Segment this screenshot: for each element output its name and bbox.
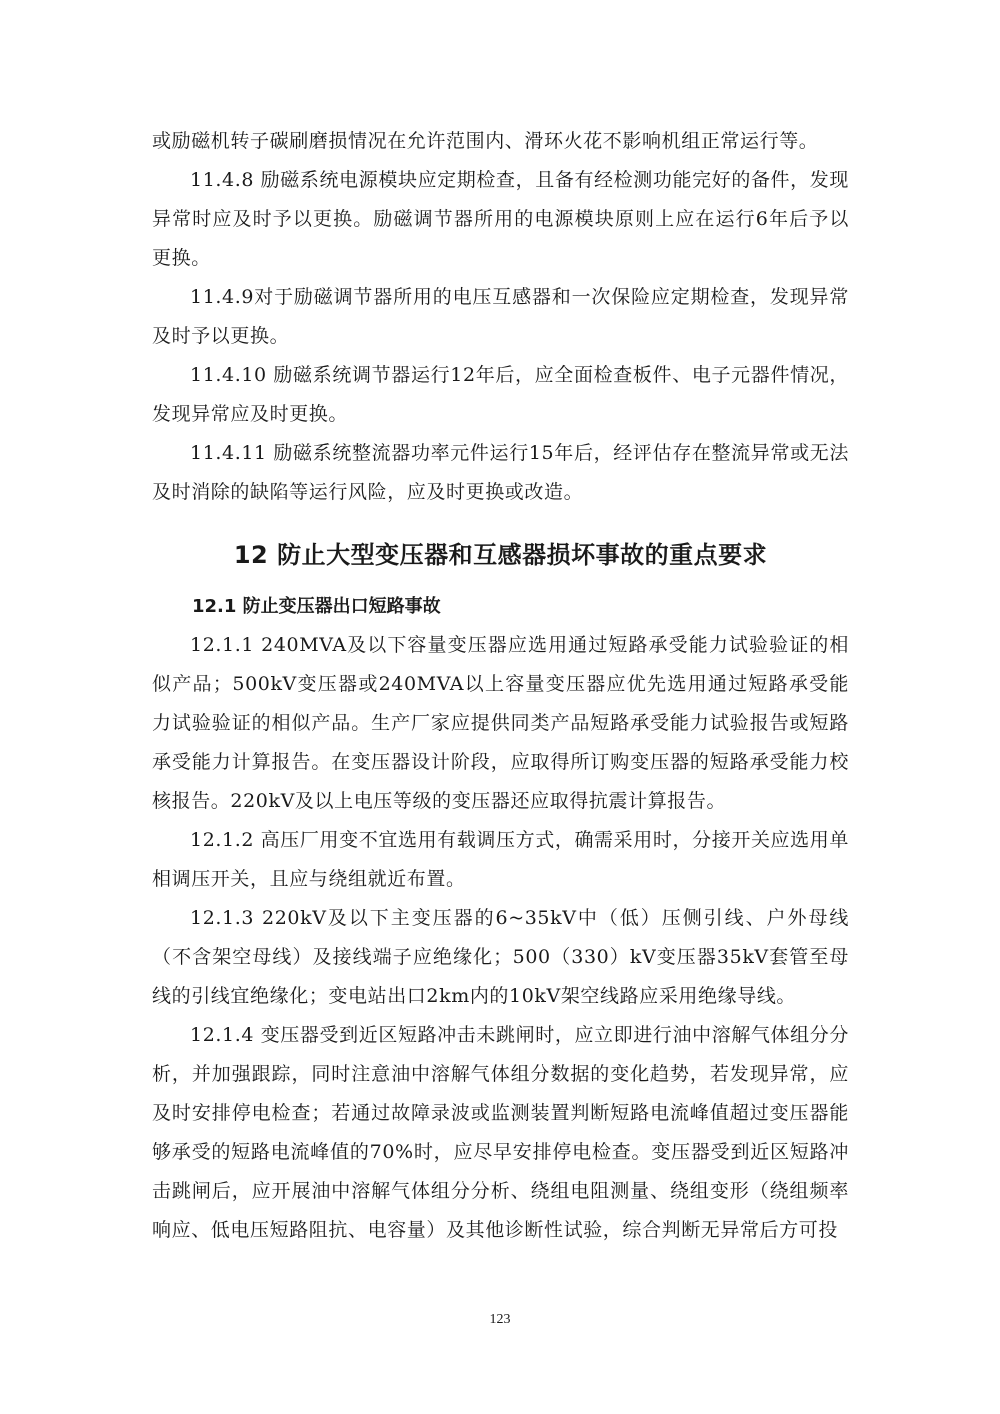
paragraph-continuation: 或励磁机转子碳刷磨损情况在允许范围内、滑环火花不影响机组正常运行等。 [152, 130, 819, 152]
paragraph-12-1-2: 12.1.2 高压厂用变不宜选用有载调压方式，确需采用时，分接开关应选用单相调压开关，且应与绕组就近布置。 [152, 829, 849, 890]
page-content [152, 122, 849, 1250]
chapter-heading: 12 防止大型变压器和互感器损坏事故的重点要求 [233, 541, 768, 569]
page-number: 123 [489, 1312, 511, 1327]
section-heading: 12.1 防止变压器出口短路事故 [192, 596, 441, 617]
paragraph-12-1-4: 12.1.4 变压器受到近区短路冲击未跳闸时，应立即进行油中溶解气体组分分析，并加强跟踪，同时注意油中溶解气体组分数据的变化趋势，若发现异常，应及时安排停电检查；若通过故障录波或监测装置判断短路电流峰值超过变压器能够承受的短路电流峰值的70%时，应尽早安排停电检查。变压器受到近区短路冲击跳闸后，应开展油中溶解气体组分分析、绕组电阻测量、绕组变形（绕组频率响应、低电压短路阻抗、电容量）及其他诊断性试验，综合判断无异常后方可投 [152, 1024, 849, 1241]
paragraph-11-4-8: 11.4.8 励磁系统电源模块应定期检查，且备有经检测功能完好的备件，发现异常时应及时予以更换。励磁调节器所用的电源模块原则上应在运行6年后予以更换。 [152, 169, 849, 269]
paragraph-11-4-9: 11.4.9对于励磁调节器所用的电压互感器和一次保险应定期检查，发现异常及时予以更换。 [152, 286, 849, 347]
paragraph-12-1-1: 12.1.1 240MVA及以下容量变压器应选用通过短路承受能力试验验证的相似产品；500kV变压器或240MVA以上容量变压器应优先选用通过短路承受能力试验验证的相似产品。生产厂家应提供同类产品短路承受能力试验报告或短路承受能力计算报告。在变压器设计阶段，应取得所订购变压器的短路承受能力校核报告。220kV及以上电压等级的变压器还应取得抗震计算报告。 [152, 634, 849, 812]
paragraph-11-4-10: 11.4.10 励磁系统调节器运行12年后，应全面检查板件、电子元器件情况，发现异常应及时更换。 [152, 364, 849, 425]
paragraph-11-4-11: 11.4.11 励磁系统整流器功率元件运行15年后，经评估存在整流异常或无法及时消除的缺陷等运行风险，应及时更换或改造。 [152, 442, 849, 503]
paragraph-12-1-3: 12.1.3 220kV及以下主变压器的6~35kV中（低）压侧引线、户外母线（不含架空母线）及接线端子应绝缘化；500（330）kV变压器35kV套管至母线的引线宜绝缘化；变电站出口2km内的10kV架空线路应采用绝缘导线。 [152, 907, 849, 1007]
